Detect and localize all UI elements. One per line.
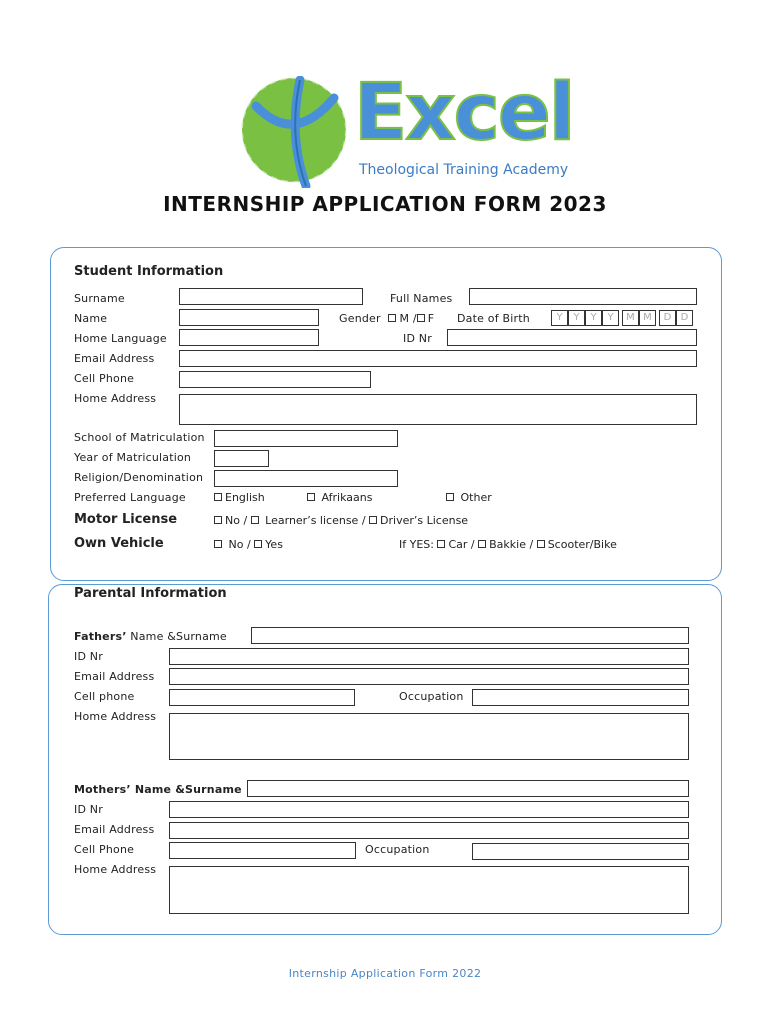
lang-other-option[interactable]: Other (446, 491, 492, 504)
own-vehicle-label: Own Vehicle (74, 536, 164, 551)
surname-input[interactable] (179, 288, 363, 305)
father-occupation-label: Occupation (399, 690, 464, 703)
gender-f-label: F (427, 312, 435, 325)
mother-cell-input[interactable] (169, 842, 356, 859)
logo-wordmark: Excel (354, 68, 574, 158)
father-id-input[interactable] (169, 648, 689, 665)
father-occupation-input[interactable] (472, 689, 689, 706)
mother-cell-label: Cell Phone (74, 843, 135, 856)
religion-label: Religion/Denomination (74, 471, 204, 484)
father-address-label: Home Address (74, 710, 157, 723)
mother-address-label: Home Address (74, 863, 157, 876)
id-nr-input[interactable] (447, 329, 697, 346)
gender-m-label: M / (399, 312, 417, 325)
father-id-label: ID Nr (74, 650, 103, 663)
year-label: Year of Matriculation (74, 451, 192, 464)
home-language-input[interactable] (179, 329, 319, 346)
motor-license-label: Motor License (74, 512, 178, 527)
father-cell-input[interactable] (169, 689, 355, 706)
afrikaans-checkbox[interactable] (307, 493, 315, 501)
email-label: Email Address (74, 352, 155, 365)
scooter-checkbox[interactable] (537, 540, 545, 548)
logo-tagline: Theological Training Academy (359, 162, 569, 178)
gender-label (339, 312, 434, 325)
student-information-heading: Student Information (74, 264, 224, 279)
dob-cell[interactable]: Y (585, 310, 602, 326)
dob-cell[interactable]: Y (602, 310, 619, 326)
mother-email-input[interactable] (169, 822, 689, 839)
date-of-birth-input[interactable] (551, 310, 693, 326)
gender-m-checkbox[interactable] (388, 314, 396, 322)
lang-english-option[interactable]: English (214, 491, 265, 504)
home-address-input[interactable] (179, 394, 697, 425)
parental-information-heading: Parental Information (74, 586, 227, 601)
cell-phone-input[interactable] (179, 371, 371, 388)
name-label: Name (74, 312, 108, 325)
english-checkbox[interactable] (214, 493, 222, 501)
school-label: School of Matriculation (74, 431, 205, 444)
mother-occupation-label: Occupation (365, 843, 430, 856)
full-names-label: Full Names (390, 292, 453, 305)
father-rest: Name &Surname (126, 630, 227, 643)
car-checkbox[interactable] (437, 540, 445, 548)
mother-email-label: Email Address (74, 823, 155, 836)
page-footer: Internship Application Form 2022 (288, 967, 482, 980)
page-title: INTERNSHIP APPLICATION FORM 2023 (163, 192, 607, 216)
year-input[interactable] (214, 450, 269, 467)
mother-name-input[interactable] (247, 780, 689, 797)
dob-cell[interactable]: D (676, 310, 693, 326)
mother-address-input[interactable] (169, 866, 689, 914)
logo (236, 68, 576, 188)
email-input[interactable] (179, 350, 697, 367)
dob-cell[interactable]: Y (568, 310, 585, 326)
id-nr-label: ID Nr (403, 332, 432, 345)
motor-license-options: No / Learner’s license / Driver’s License (214, 514, 468, 527)
mother-id-input[interactable] (169, 801, 689, 818)
ov-no-checkbox[interactable] (214, 540, 222, 548)
gender-f-checkbox[interactable] (417, 314, 425, 322)
full-names-input[interactable] (469, 288, 697, 305)
mother-name-label: Mothers’ Name &Surname (74, 783, 242, 796)
mother-id-label: ID Nr (74, 803, 103, 816)
ml-driver-checkbox[interactable] (369, 516, 377, 524)
dob-cell[interactable]: M (622, 310, 639, 326)
other-checkbox[interactable] (446, 493, 454, 501)
dob-cell[interactable]: D (659, 310, 676, 326)
home-language-label: Home Language (74, 332, 167, 345)
cell-phone-label: Cell Phone (74, 372, 135, 385)
vehicle-type-options: If YES: Car / Bakkie / Scooter/Bike (399, 538, 617, 551)
school-input[interactable] (214, 430, 398, 447)
father-email-label: Email Address (74, 670, 155, 683)
own-vehicle-options: No / Yes (214, 538, 283, 551)
religion-input[interactable] (214, 470, 398, 487)
father-cell-label: Cell phone (74, 690, 135, 703)
father-address-input[interactable] (169, 713, 689, 760)
surname-label: Surname (74, 292, 125, 305)
father-name-input[interactable] (251, 627, 689, 644)
date-of-birth-label: Date of Birth (457, 312, 530, 325)
home-address-label: Home Address (74, 392, 157, 405)
ov-yes-checkbox[interactable] (254, 540, 262, 548)
dob-cell[interactable]: M (639, 310, 656, 326)
dob-cell[interactable]: Y (551, 310, 568, 326)
mother-occupation-input[interactable] (472, 843, 689, 860)
father-bold: Fathers’ (74, 630, 127, 643)
gender-text: Gender (339, 312, 381, 325)
preferred-language-label: Preferred Language (74, 491, 186, 504)
father-name-label (74, 630, 227, 643)
ml-no-checkbox[interactable] (214, 516, 222, 524)
lang-afrikaans-option[interactable]: Afrikaans (307, 491, 372, 504)
name-input[interactable] (179, 309, 319, 326)
ml-learner-checkbox[interactable] (251, 516, 259, 524)
father-email-input[interactable] (169, 668, 689, 685)
bakkie-checkbox[interactable] (478, 540, 486, 548)
